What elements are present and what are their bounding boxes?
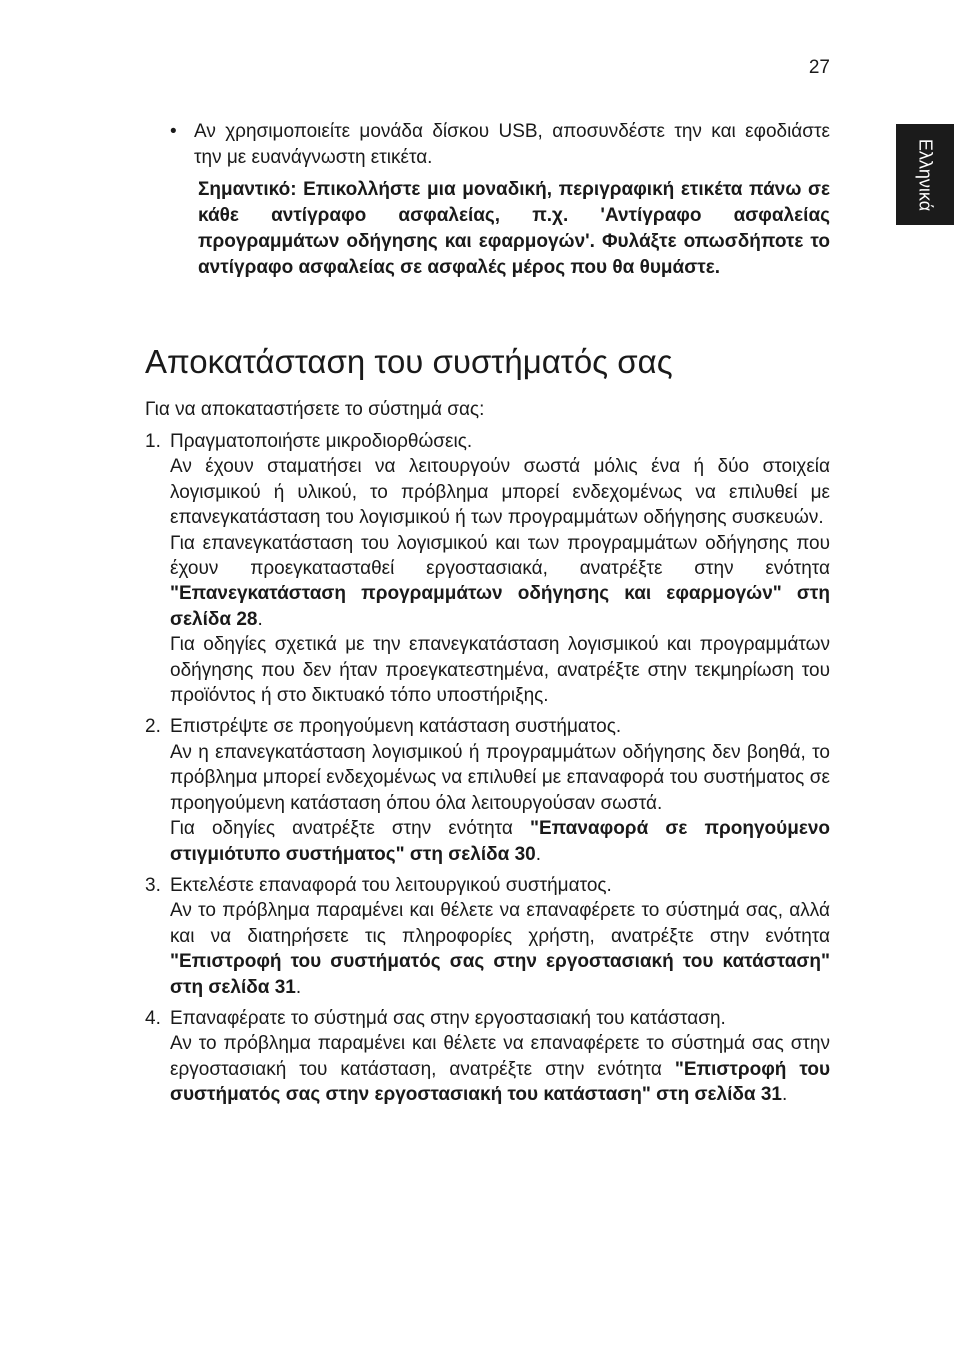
- steps-list: [145, 429, 830, 1114]
- section-heading: Αποκατάσταση του συστήματός σας: [145, 343, 673, 380]
- list-item: [145, 1006, 830, 1108]
- step-title: Επαναφέρατε το σύστημά σας στην εργοστασιακή του κατάσταση.: [170, 1007, 726, 1029]
- step-number: 2.: [145, 716, 161, 738]
- step-body: [170, 1006, 830, 1108]
- bullet-dot-icon: •: [170, 121, 177, 142]
- cross-reference-link[interactable]: "Επιστροφή του συστήματός σας στην εργοστασιακή του κατάσταση" στη σελίδα 31: [170, 951, 830, 998]
- step-body: [170, 714, 830, 866]
- paragraph-text: .: [535, 843, 542, 865]
- cross-reference-link[interactable]: "Επαναφορά σε προηγούμενο στιγμιότυπο συστήματος" στη σελίδα 30: [170, 818, 831, 865]
- language-tab: [896, 124, 954, 225]
- paragraph-text: Αν το πρόβλημα παραμένει και θέλετε να επαναφέρετε το σύστημά σας, αλλά και να διατηρήσετε τις πληροφορίες χρήστη, ανατρέξτε στην ενότητα: [170, 900, 830, 947]
- paragraph-text: Για επανεγκατάσταση του λογισμικού και των προγραμμάτων οδήγησης που έχουν προεγκατασταθεί εργοστασιακά, ανατρέξτε στην ενότητα: [170, 532, 830, 580]
- step-paragraph: [170, 1031, 830, 1107]
- paragraph-text: .: [782, 1084, 788, 1106]
- step-paragraph: Για οδηγίες σχετικά με την επανεγκατάσταση λογισμικού και προγραμμάτων οδήγησης που δεν ήταν προεγκατεστημένα, ανατρέξτε στην τεκμηρίωση του προϊόντος ή στο δικτυακό τόπο υποστήριξης.: [170, 634, 830, 707]
- step-body: [170, 429, 830, 708]
- page-number: 27: [808, 57, 830, 78]
- step-paragraph: [170, 898, 830, 1000]
- step-title: Επιστρέψτε σε προηγούμενη κατάσταση συστήματος.: [170, 716, 622, 738]
- paragraph-text: .: [257, 608, 263, 630]
- important-note: Σημαντικό: Επικολλήστε μια μοναδική, περιγραφική ετικέτα πάνω σε κάθε αντίγραφο ασφαλείας, π.χ. 'Αντίγραφο ασφαλείας προγραμμάτων οδήγησης και εφαρμογών'. Φυλάξτε οπωσδήποτε το αντίγραφο ασφαλείας σε ασφαλές μέρος που θα θυμάστε.: [198, 179, 830, 278]
- step-paragraph: Αν έχουν σταματήσει να λειτουργούν σωστά μόλις ένα ή δύο στοιχεία λογισμικού ή υλικού, το πρόβλημα μπορεί ενδεχομένως να επιλυθεί με επανεγκατάσταση του λογισμικού ή των προγραμμάτων οδήγησης συσκευών.: [170, 456, 830, 529]
- step-title: Πραγματοποιήστε μικροδιορθώσεις.: [170, 431, 473, 452]
- step-paragraph: [170, 531, 830, 633]
- step-body: [170, 873, 830, 1000]
- language-tab-label: Ελληνικά: [915, 138, 936, 211]
- cross-reference-link[interactable]: "Επιστροφή του συστήματός σας στην εργοστασιακή του κατάσταση" στη σελίδα 31: [170, 1058, 830, 1106]
- step-paragraph: Αν η επανεγκατάσταση λογισμικού ή προγραμμάτων οδήγησης δεν βοηθά, το πρόβλημα μπορεί ενδεχομένως να επιλυθεί με επαναφορά του συστήματος σε προηγούμενη κατάσταση όπου όλα λειτουργούσαν σωστά.: [170, 741, 830, 814]
- step-paragraph: [170, 816, 830, 867]
- list-item: [145, 873, 830, 1000]
- usb-bullet: [170, 119, 830, 281]
- step-number: 4.: [145, 1007, 161, 1029]
- step-number: 3.: [145, 874, 161, 896]
- paragraph-text: Για οδηγίες ανατρέξτε στην ενότητα: [170, 818, 530, 840]
- cross-reference-link[interactable]: "Επανεγκατάσταση προγραμμάτων οδήγησης και εφαρμογών" στη σελίδα 28: [170, 583, 830, 630]
- intro-text: Για να αποκαταστήσετε το σύστημά σας:: [145, 399, 485, 420]
- step-title: Εκτελέστε επαναφορά του λειτουργικού συστήματος.: [170, 874, 612, 896]
- bullet-text: Αν χρησιμοποιείτε μονάδα δίσκου USB, αποσυνδέστε την και εφοδιάστε την με ευανάγνωστη ετικέτα.: [194, 121, 830, 168]
- paragraph-text: .: [295, 976, 302, 998]
- paragraph-text: Αν το πρόβλημα παραμένει και θέλετε να επαναφέρετε το σύστημά σας στην εργοστασιακή του κατάσταση, ανατρέξτε στην ενότητα: [170, 1033, 830, 1080]
- list-item: [145, 714, 830, 866]
- list-item: [145, 429, 830, 708]
- step-number: 1.: [145, 431, 161, 452]
